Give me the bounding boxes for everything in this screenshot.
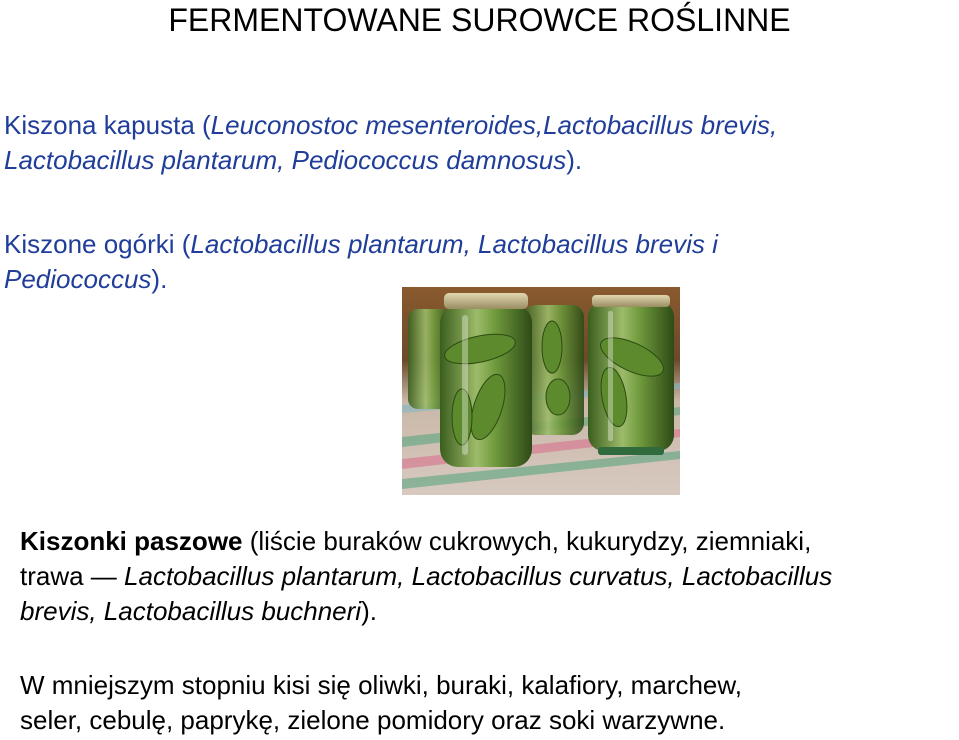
kapusta-paragraph	[4, 108, 777, 178]
paszowe-line-3	[20, 594, 832, 629]
paszowe-text: (liście buraków cukrowych, kukurydzy, ziemniaki,	[242, 526, 812, 556]
paszowe-species: Lactobacillus plantarum, Lactobacillus curvatus, Lactobacillus	[124, 561, 833, 591]
mniejszy-line-2: seler, cebulę, paprykę, zielone pomidory oraz soki warzywne.	[20, 705, 726, 735]
kapusta-line-1	[4, 108, 777, 143]
mniejszy-line-1: W mniejszym stopniu kisi się oliwki, buraki, kalafiory, marchew,	[20, 670, 742, 700]
kapusta-end: ).	[566, 145, 583, 175]
paszowe-line-2	[20, 559, 832, 594]
ogorki-species-2: Pediococcus	[4, 264, 152, 294]
paszowe-paragraph	[20, 524, 832, 629]
kapusta-species: Leuconostoc mesenteroides,Lactobacillus brevis,	[210, 110, 778, 140]
pickle-jars-photo	[402, 287, 680, 495]
ogorki-species: Lactobacillus plantarum, Lactobacillus brevis i	[190, 229, 718, 259]
paszowe-end: ).	[361, 596, 377, 626]
ogorki-text: Kiszone ogórki (	[4, 229, 191, 259]
kapusta-text: Kiszona kapusta (	[4, 110, 211, 140]
kapusta-line-2	[4, 143, 777, 178]
paszowe-species-2: brevis, Lactobacillus buchneri	[20, 596, 362, 626]
kapusta-species-2: Lactobacillus plantarum, Pediococcus damnosus	[4, 145, 567, 175]
page-title: FERMENTOWANE SUROWCE ROŚLINNE	[168, 2, 791, 38]
ogorki-end: ).	[151, 264, 168, 294]
paszowe-line-1	[20, 524, 832, 559]
ogorki-line-1	[4, 227, 718, 262]
paszowe-text-2: trawa —	[20, 561, 125, 591]
paszowe-heading: Kiszonki paszowe	[20, 526, 243, 556]
mniejszy-paragraph	[20, 668, 742, 738]
